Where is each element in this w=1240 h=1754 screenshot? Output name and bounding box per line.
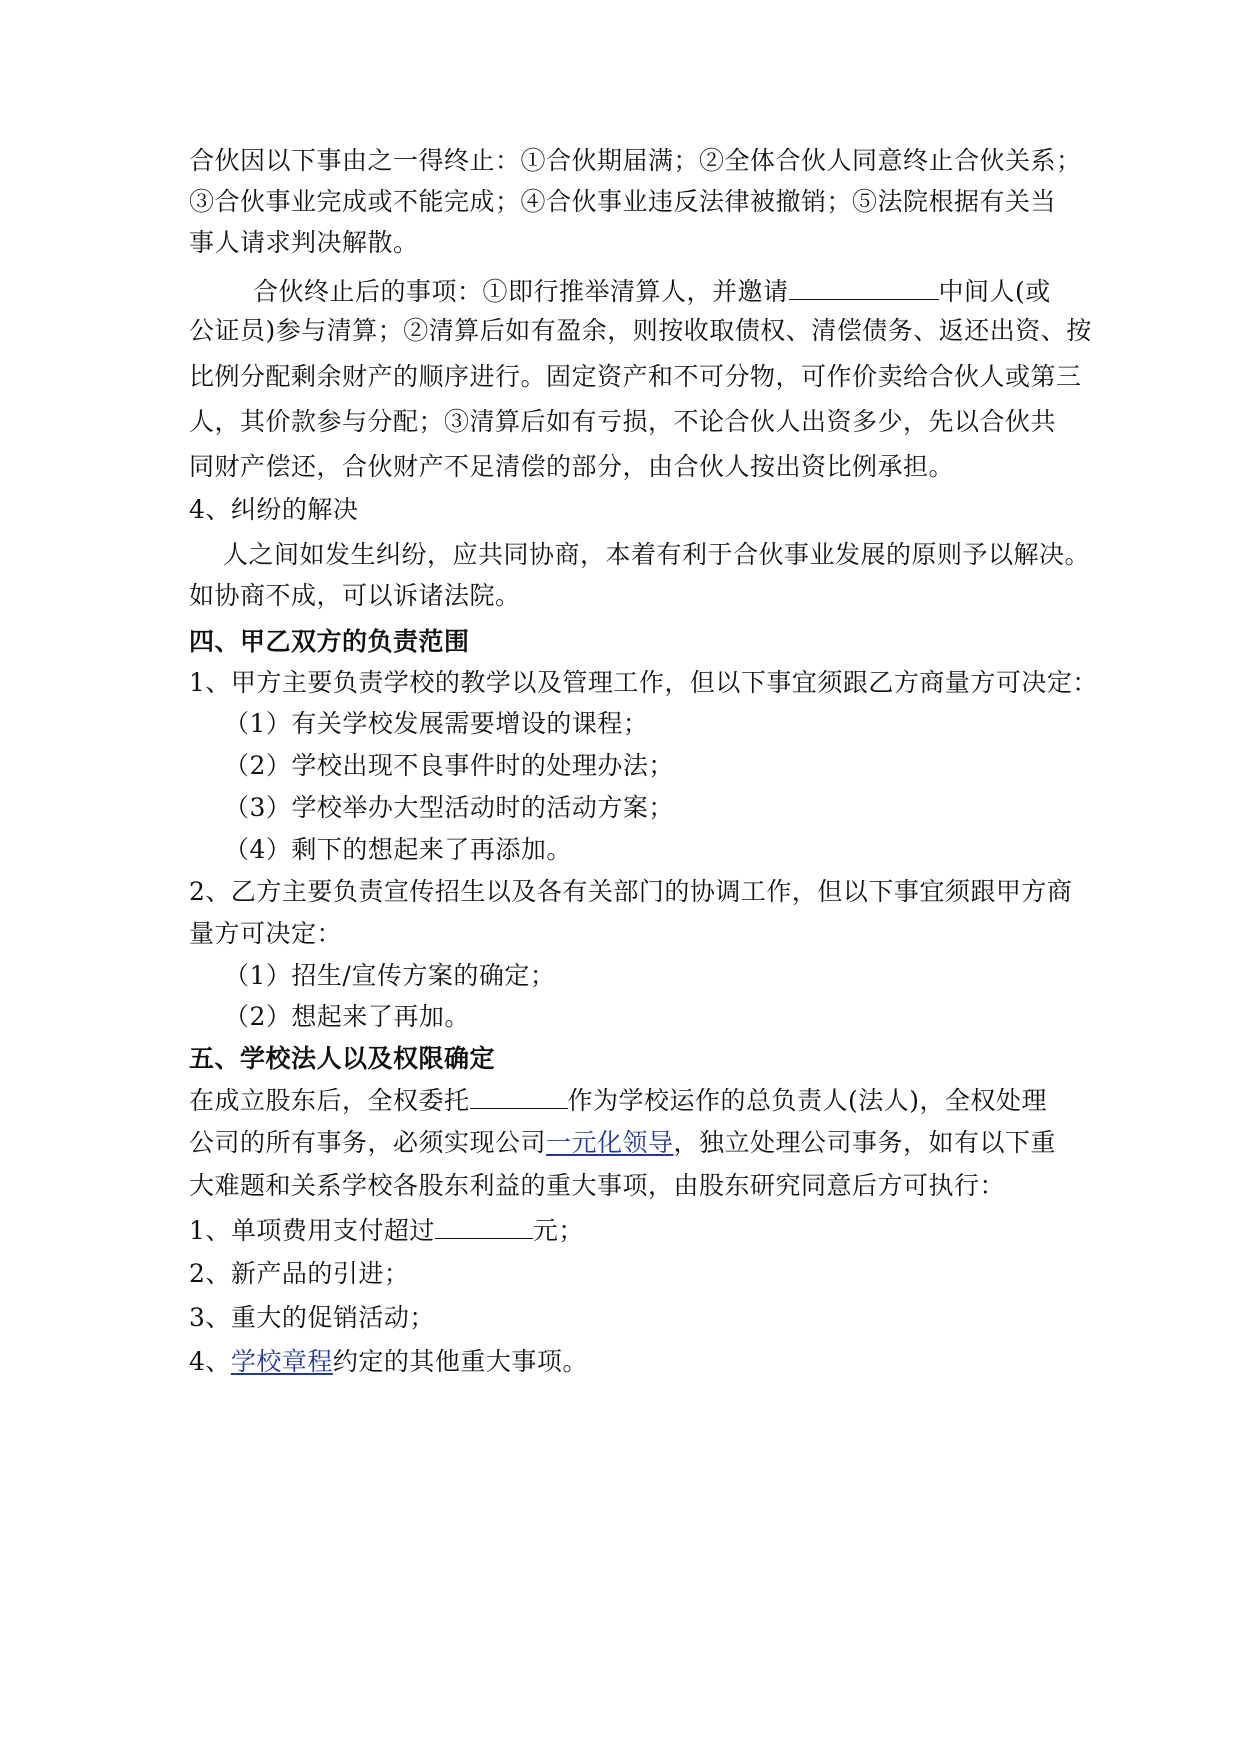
list-item: （2）学校出现不良事件时的处理办法； bbox=[224, 751, 674, 780]
text-span: 公司的所有事务，必须实现公司 bbox=[189, 1128, 547, 1157]
text-line bbox=[189, 1125, 1069, 1161]
text-line: 人之间如发生纠纷，应共同协商，本着有利于合伙事业发展的原则予以解决。 bbox=[223, 540, 1091, 569]
text-span: 在成立股东后，全权委托 bbox=[189, 1086, 470, 1115]
list-item: （3）学校举办大型活动时的活动方案； bbox=[224, 793, 674, 822]
text-line bbox=[189, 1082, 1069, 1119]
section-heading: 五、学校法人以及权限确定 bbox=[189, 1044, 496, 1073]
text-line: 量方可决定： bbox=[189, 919, 343, 948]
list-item bbox=[189, 1212, 1069, 1249]
text-span: 4、 bbox=[189, 1347, 231, 1376]
text-line: 比例分配剩余财产的顺序进行。固定资产和不可分物，可作价卖给合伙人或第三 bbox=[189, 362, 1082, 391]
list-item: 3、重大的促销活动； bbox=[189, 1303, 435, 1332]
text-span: 元； bbox=[532, 1216, 584, 1245]
text-span: 1、单项费用支付超过 bbox=[189, 1216, 435, 1245]
text-line: 人，其价款参与分配；③清算后如有亏损，不论合伙人出资多少，先以合伙共 bbox=[189, 407, 1057, 436]
text-span: 约定的其他重大事项。 bbox=[332, 1347, 588, 1376]
text-span: 合伙终止后的事项：①即行推举清算人，并邀请 bbox=[253, 277, 789, 306]
list-item: （2）想起来了再加。 bbox=[224, 1002, 470, 1031]
fill-in-blank bbox=[470, 1082, 568, 1109]
list-item: （1）招生/宣传方案的确定； bbox=[224, 961, 556, 990]
list-item: （1）有关学校发展需要增设的课程； bbox=[224, 709, 649, 738]
text-line: 合伙因以下事由之一得终止：①合伙期届满；②全体合伙人同意终止合伙关系； bbox=[189, 146, 1082, 175]
text-line bbox=[253, 273, 1133, 310]
text-line: 1、甲方主要负责学校的教学以及管理工作，但以下事宜须跟乙方商量方可决定： bbox=[189, 668, 1098, 697]
text-line: 同财产偿还，合伙财产不足清偿的部分，由合伙人按出资比例承担。 bbox=[189, 452, 955, 481]
text-line: 事人请求判决解散。 bbox=[189, 228, 419, 257]
text-line: 2、乙方主要负责宣传招生以及各有关部门的协调工作，但以下事宜须跟甲方商 bbox=[189, 877, 1073, 906]
text-line: 大难题和关系学校各股东利益的重大事项，由股东研究同意后方可执行： bbox=[189, 1171, 1006, 1200]
fill-in-blank bbox=[789, 273, 939, 300]
text-span: 中间人(或 bbox=[938, 277, 1051, 306]
text-line: ③合伙事业完成或不能完成；④合伙事业违反法律被撤销；⑤法院根据有关当 bbox=[189, 187, 1057, 216]
list-item: （4）剩下的想起来了再添加。 bbox=[224, 835, 572, 864]
item-title: 4、纠纷的解决 bbox=[189, 495, 359, 524]
link-school-charter[interactable]: 学校章程 bbox=[230, 1347, 333, 1376]
text-span: ，独立处理公司事务，如有以下重 bbox=[673, 1128, 1057, 1157]
list-item bbox=[189, 1344, 1069, 1380]
list-item: 2、新产品的引进； bbox=[189, 1259, 410, 1288]
text-span: 作为学校运作的总负责人(法人)，全权处理 bbox=[567, 1086, 1048, 1115]
text-line: 公证员)参与清算；②清算后如有盈余，则按收取债权、清偿债务、返还出资、按 bbox=[189, 316, 1092, 345]
link-unified-leadership[interactable]: 一元化领导 bbox=[546, 1128, 674, 1157]
fill-in-blank bbox=[435, 1212, 533, 1239]
section-heading: 四、甲乙双方的负责范围 bbox=[189, 627, 470, 656]
text-line: 如协商不成，可以诉诸法院。 bbox=[189, 581, 521, 610]
